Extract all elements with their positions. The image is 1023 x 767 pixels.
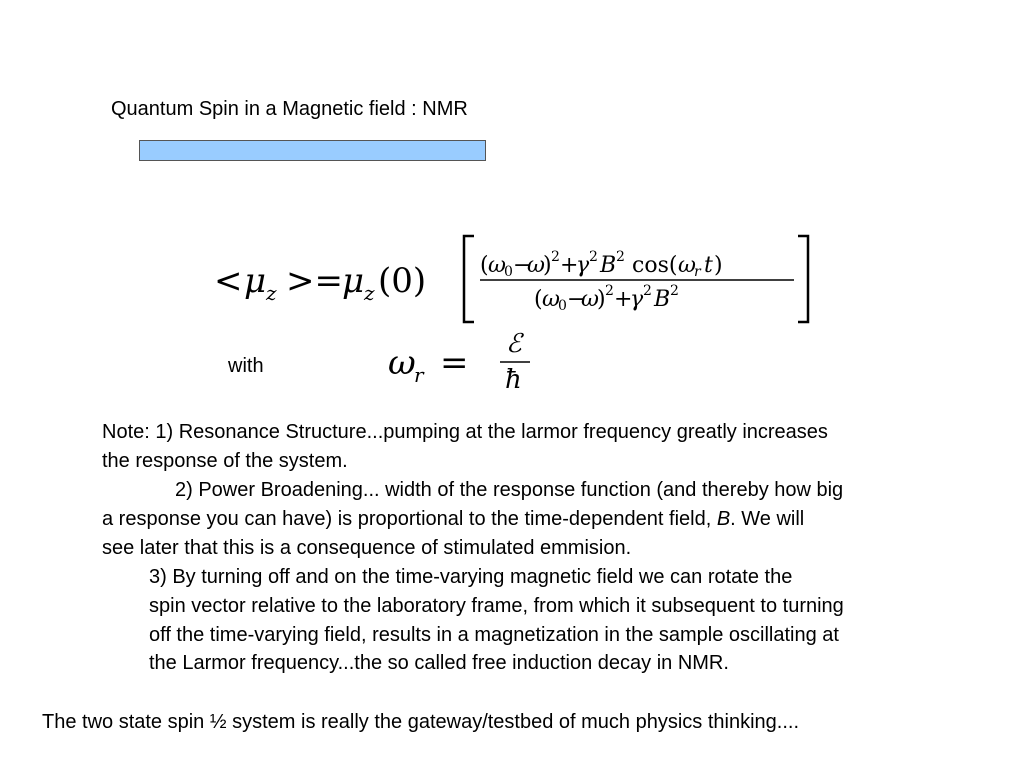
note-line-9: the Larmor frequency...the so called free induction decay in NMR. xyxy=(149,652,729,674)
svg-text:0: 0 xyxy=(504,264,513,280)
svg-text:ω: ω xyxy=(542,287,560,312)
note-line-4-post: . We will xyxy=(730,508,805,530)
svg-text:(0): (0) xyxy=(378,261,427,301)
with-label: with xyxy=(228,355,264,377)
svg-text:2: 2 xyxy=(551,249,560,265)
field-variable: B xyxy=(716,508,731,530)
note-line-5: see later that this is a consequence of stimulated emmision. xyxy=(102,537,632,559)
note-line-6: 3) By turning off and on the time-varying magnetic field we can rotate the xyxy=(149,566,793,588)
note-line-8: off the time-varying field, results in a magnetization in the sample oscillating at xyxy=(149,624,839,646)
larmor-equation-graphic xyxy=(386,326,546,396)
magnetization-equation xyxy=(212,228,822,328)
svg-text:B: B xyxy=(654,287,671,312)
hbar-symbol: ħ xyxy=(505,365,522,395)
equation-lhs xyxy=(214,261,426,305)
svg-text:ω: ω xyxy=(488,253,506,278)
accent-bar xyxy=(139,140,486,161)
svg-text:<: < xyxy=(214,261,243,301)
note-line-4 xyxy=(102,505,804,534)
svg-text:>=: >= xyxy=(286,261,343,301)
svg-text:ω: ω xyxy=(678,253,696,278)
svg-text:cos(: cos( xyxy=(632,253,678,278)
right-bracket xyxy=(798,236,808,322)
note-line-3: 2) Power Broadening... width of the response function (and thereby how big xyxy=(175,479,844,501)
svg-text:2: 2 xyxy=(643,283,652,299)
svg-text:): ) xyxy=(597,287,606,312)
slide-title: Quantum Spin in a Magnetic field : NMR xyxy=(111,98,468,120)
svg-text:r: r xyxy=(414,363,424,387)
svg-text:z: z xyxy=(364,281,375,305)
magnetization-equation-graphic xyxy=(212,228,822,328)
note-line-7: spin vector relative to the laboratory frame, from which it subsequent to turning xyxy=(149,595,844,617)
note-line-2: the response of the system. xyxy=(102,450,348,472)
note-line-4-pre: a response you can have) is proportional to the time-dependent field, xyxy=(102,508,717,530)
svg-text:(: ( xyxy=(534,287,543,312)
svg-text:μ: μ xyxy=(244,261,267,301)
svg-text:2: 2 xyxy=(589,249,598,265)
svg-text:−: − xyxy=(513,253,532,278)
svg-text:ω: ω xyxy=(388,343,416,383)
svg-text:(: ( xyxy=(480,253,489,278)
energy-symbol: ℰ xyxy=(506,329,522,359)
note-line-1: Note: 1) Resonance Structure...pumping at the larmor frequency greatly increases xyxy=(102,421,828,443)
footer-statement: The two state spin ½ system is really the gateway/testbed of much physics thinking.... xyxy=(42,711,800,733)
svg-text:μ: μ xyxy=(342,261,365,301)
svg-text:t: t xyxy=(704,253,713,278)
svg-text:B: B xyxy=(600,253,617,278)
svg-text:γ: γ xyxy=(576,253,590,278)
svg-text:2: 2 xyxy=(616,249,625,265)
fraction-numerator xyxy=(480,249,723,280)
svg-text:+: + xyxy=(614,287,633,312)
left-bracket xyxy=(464,236,474,322)
svg-text:ω: ω xyxy=(581,287,599,312)
svg-text:z: z xyxy=(266,281,277,305)
svg-text:): ) xyxy=(543,253,552,278)
svg-text:2: 2 xyxy=(605,283,614,299)
svg-text:−: − xyxy=(567,287,586,312)
fraction-denominator xyxy=(534,283,679,314)
svg-text:r: r xyxy=(694,264,701,280)
svg-text:): ) xyxy=(714,253,723,278)
svg-text:γ: γ xyxy=(630,287,644,312)
svg-text:+: + xyxy=(560,253,579,278)
svg-text:0: 0 xyxy=(558,298,567,314)
svg-text:=: = xyxy=(440,343,469,383)
larmor-frequency-equation xyxy=(386,326,546,396)
svg-text:2: 2 xyxy=(670,283,679,299)
svg-text:ω: ω xyxy=(527,253,545,278)
